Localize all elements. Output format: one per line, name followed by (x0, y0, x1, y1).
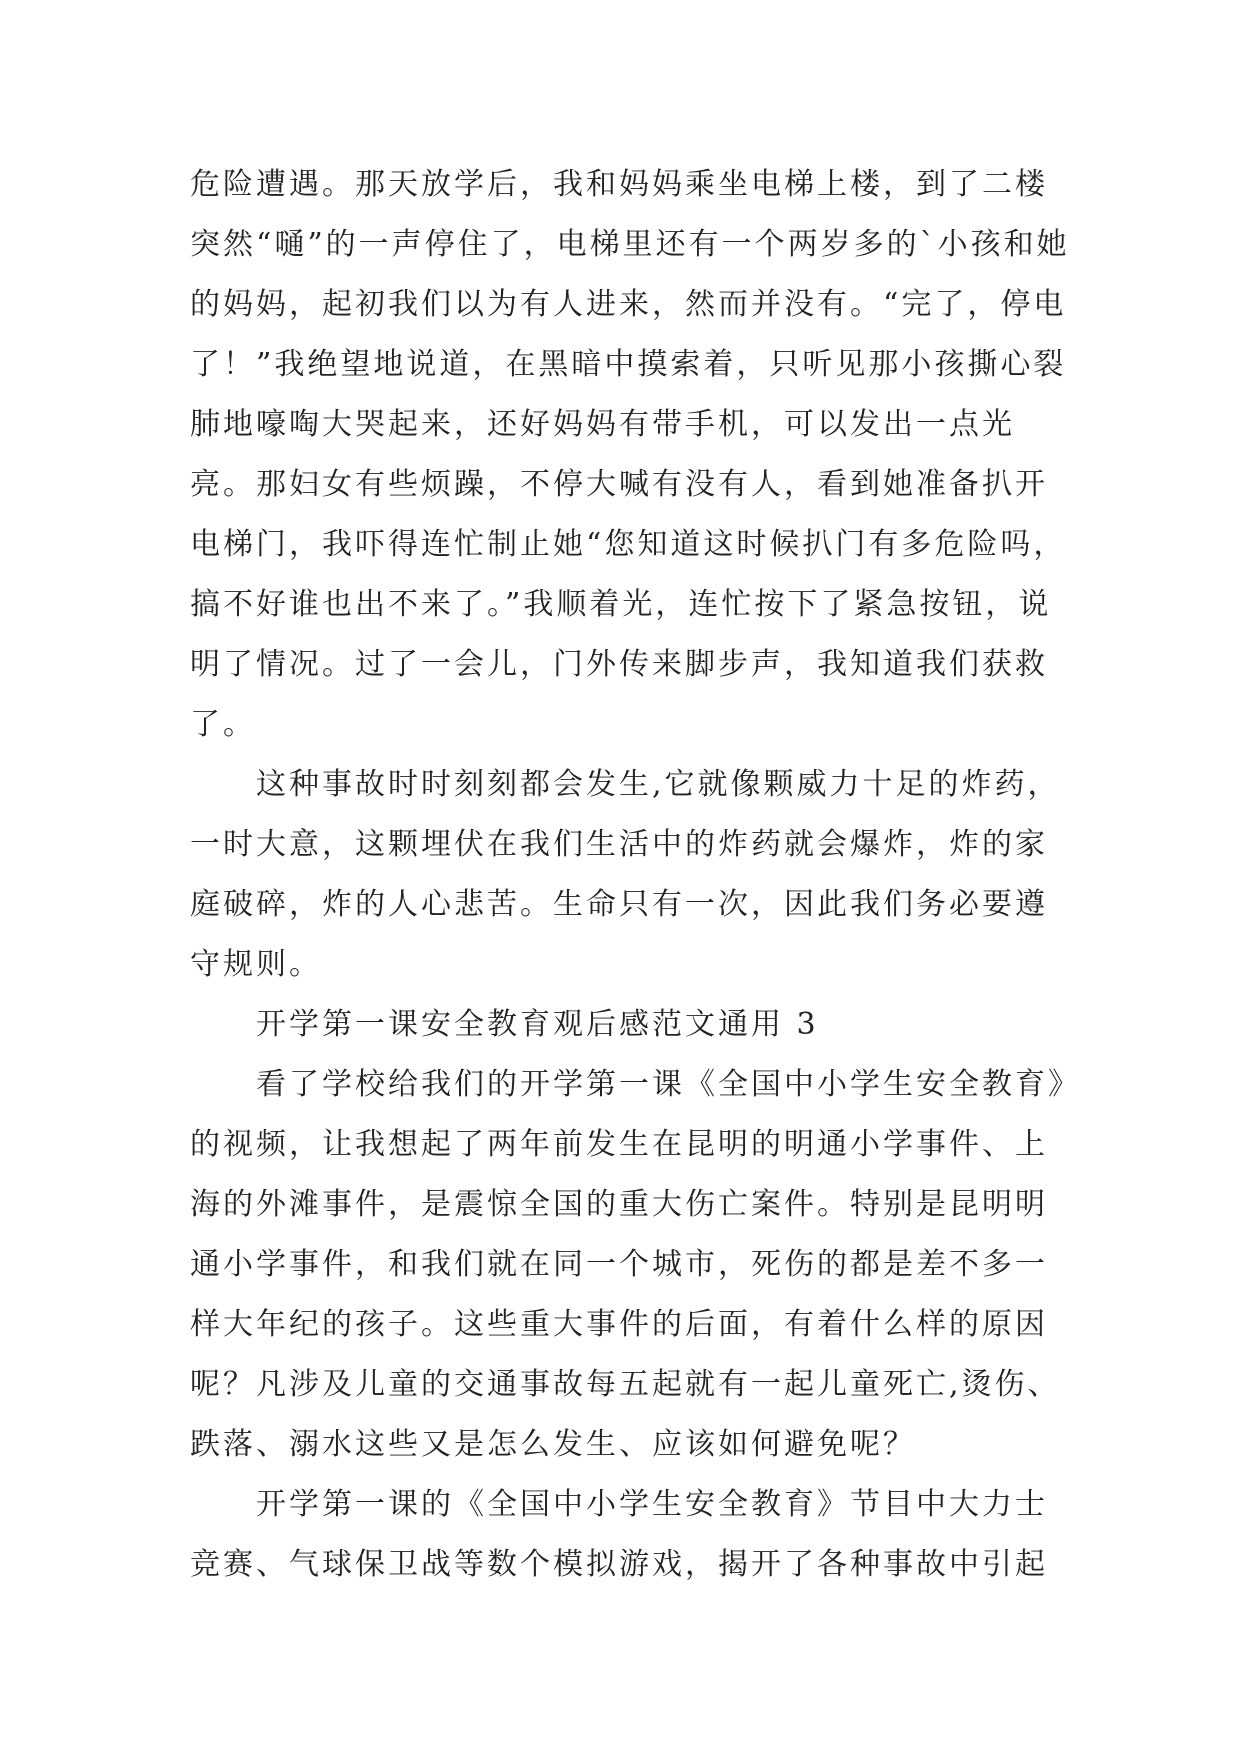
paragraph-program-games: 开学第一课的《全国中小学生安全教育》节目中大力士竞赛、气球保卫战等数个模拟游戏，揭开了各种事故中引起 (190, 1487, 1048, 1582)
paragraph-elevator-story: 危险遭遇。那天放学后，我和妈妈乘坐电梯上楼，到了二楼突然“嗵”的一声停住了，电梯里还有一个两岁多的`小孩和她的妈妈，起初我们以为有人进来，然而并没有。“完了，停电了！”我绝望地说道，在黑暗中摸索着，只听见那小孩撕心裂肺地嚎啕大哭起来，还好妈妈有带手机，可以发出一点光亮。那妇女有些烦躁，不停大喊有没有人，看到她准备扒开电梯门，我吓得连忙制止她“您知道这时候扒门有多危险吗，搞不好谁也出不来了。”我顺着光，连忙按下了紧急按钮，说明了情况。过了一会儿，门外传来脚步声，我知道我们获救了。 (190, 167, 1070, 742)
paragraph-safety-video: 看了学校给我们的开学第一课《全国中小学生安全教育》的视频，让我想起了两年前发生在昆明的明通小学事件、上海的外滩事件，是震惊全国的重大伤亡案件。特别是昆明明通小学事件，和我们就在同一个城市，死伤的都是差不多一样大年纪的孩子。这些重大事件的后面，有着什么样的原因呢？凡涉及儿童的交通事故每五起就有一起儿童死亡,烫伤、跌落、溺水这些又是怎么发生、应该如何避免呢？ (190, 1067, 1066, 1462)
paragraph-accident-metaphor: 这种事故时时刻刻都会发生,它就像颗威力十足的炸药，一时大意，这颗埋伏在我们生活中的炸药就会爆炸，炸的家庭破碎，炸的人心悲苦。生命只有一次，因此我们务必要遵守规则。 (190, 767, 1061, 982)
section-heading: 开学第一课安全教育观后感范文通用 3 (256, 1007, 819, 1042)
document-body (190, 155, 1080, 1595)
